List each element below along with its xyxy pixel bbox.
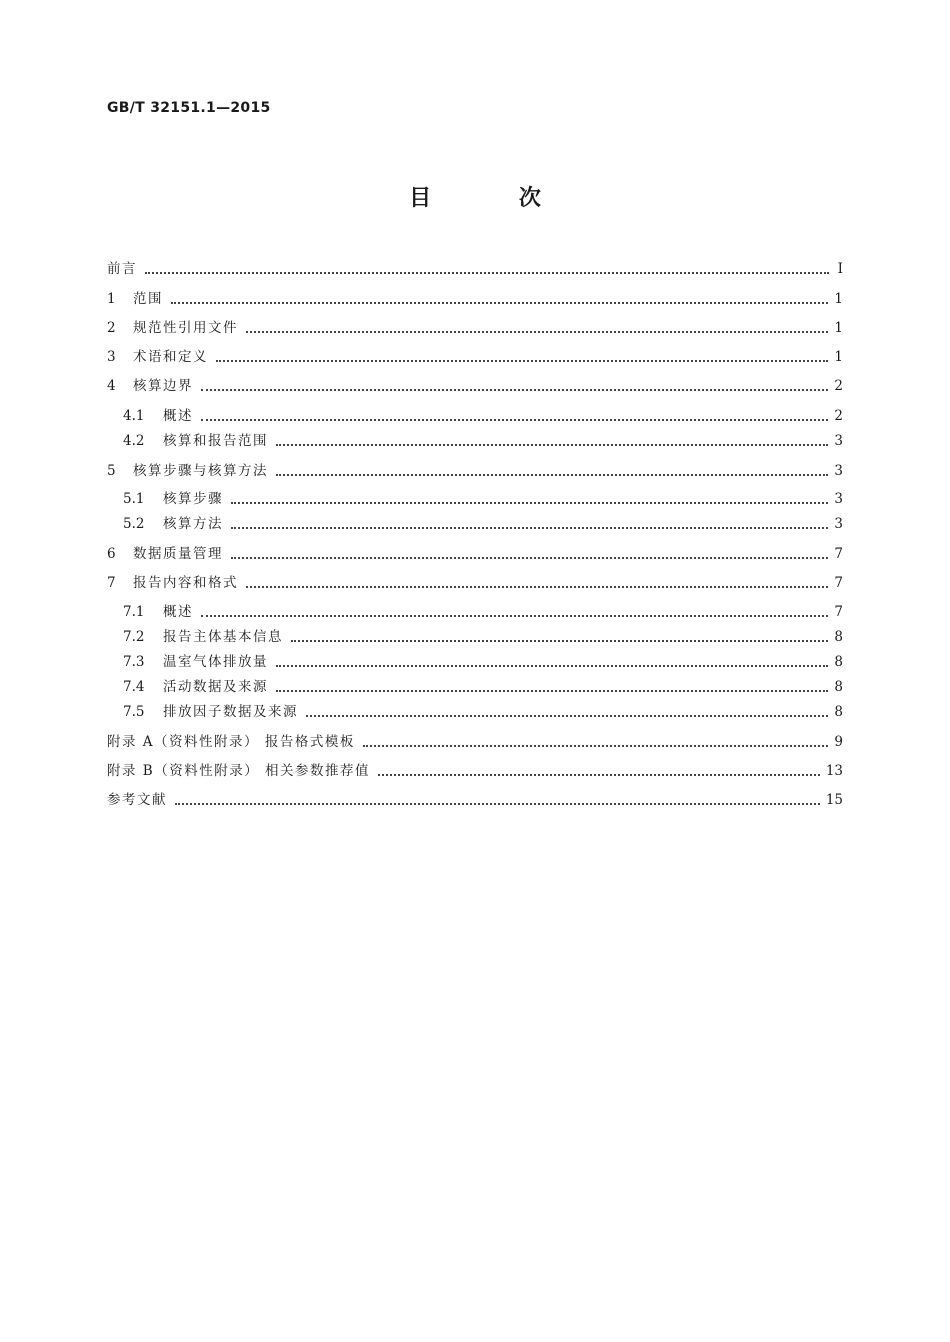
toc-entry[interactable] (123, 430, 843, 452)
toc-entry-page: 1 (834, 320, 843, 336)
toc-dot-leader (171, 302, 828, 304)
toc-dot-leader (216, 360, 828, 362)
toc-entry-page: 9 (834, 734, 843, 750)
toc-entry[interactable] (107, 543, 843, 565)
toc-entry-page: 8 (834, 629, 843, 645)
toc-entry-page: 3 (834, 491, 843, 507)
toc-entry-page: 1 (834, 349, 843, 365)
toc-entry-page: 8 (834, 704, 843, 720)
toc-entry-label: 概述 (163, 604, 193, 620)
toc-dot-leader (201, 419, 828, 421)
toc-entry-label: 前言 (107, 261, 137, 277)
toc-entry-label: 排放因子数据及来源 (163, 704, 298, 720)
toc-dot-leader (378, 774, 820, 776)
toc-entry-page: 8 (834, 679, 843, 695)
toc-entry[interactable] (107, 317, 843, 339)
toc-entry[interactable] (123, 626, 843, 648)
toc-entry-page: 13 (825, 763, 843, 779)
page-title: 目 次 (409, 186, 581, 211)
toc-entry-label: 核算步骤 (163, 491, 223, 507)
toc-entry-number: 7.1 (123, 604, 145, 620)
toc-entry-number: 7.3 (123, 654, 145, 670)
toc-dot-leader (246, 331, 828, 333)
toc-entry[interactable] (123, 405, 843, 427)
toc-entry-page: 7 (834, 604, 843, 620)
toc-entry-label: 范围 (133, 291, 163, 307)
toc-entry[interactable] (107, 346, 843, 368)
toc-entry-label: 核算方法 (163, 516, 223, 532)
toc-dot-leader (201, 615, 828, 617)
toc-entry-page: Ⅰ (837, 261, 843, 277)
toc-entry[interactable] (123, 488, 843, 510)
toc-entry-page: 7 (834, 546, 843, 562)
toc-entry[interactable] (107, 760, 843, 782)
toc-entry-label: 参考文献 (107, 792, 167, 808)
toc-dot-leader (363, 745, 829, 747)
toc-dot-leader (231, 527, 828, 529)
toc-entry-number: 2 (107, 320, 116, 336)
toc-entry-number: 7.5 (123, 704, 145, 720)
toc-entry-label: 核算边界 (133, 378, 193, 394)
toc-entry-page: 7 (834, 575, 843, 591)
toc-entry-number: 5.2 (123, 516, 145, 532)
toc-entry-label: 活动数据及来源 (163, 679, 268, 695)
toc-entry[interactable] (107, 731, 843, 753)
toc-entry-number: 7.2 (123, 629, 145, 645)
toc-entry[interactable] (107, 572, 843, 594)
toc-entry[interactable] (107, 375, 843, 397)
toc-dot-leader (231, 502, 828, 504)
toc-entry-page: 3 (834, 463, 843, 479)
toc-entry-label: 核算和报告范围 (163, 433, 268, 449)
toc-dot-leader (276, 665, 828, 667)
toc-entry-label: 核算步骤与核算方法 (133, 463, 268, 479)
toc-dot-leader (145, 272, 829, 274)
toc-dot-leader (276, 690, 828, 692)
toc-dot-leader (201, 389, 828, 391)
toc-entry-page: 15 (825, 792, 843, 808)
standard-code: GB/T 32151.1—2015 (107, 100, 271, 116)
toc-entry-label: 规范性引用文件 (133, 320, 238, 336)
toc-entry-page: 3 (834, 433, 843, 449)
toc-entry[interactable] (107, 288, 843, 310)
toc-entry-number: 7.4 (123, 679, 145, 695)
toc-entry[interactable] (107, 258, 843, 280)
toc-entry[interactable] (123, 701, 843, 723)
toc-dot-leader (291, 640, 828, 642)
toc-entry-number: 5 (107, 463, 116, 479)
toc-entry-number: 7 (107, 575, 116, 591)
toc-dot-leader (175, 803, 820, 805)
toc-entry-number: 3 (107, 349, 116, 365)
toc-entry-page: 8 (834, 654, 843, 670)
toc-entry[interactable] (123, 651, 843, 673)
toc-entry-page: 1 (834, 291, 843, 307)
toc-entry[interactable] (123, 676, 843, 698)
toc-entry-number: 4 (107, 378, 116, 394)
toc-dot-leader (246, 586, 828, 588)
toc-dot-leader (231, 557, 828, 559)
toc-entry-page: 3 (834, 516, 843, 532)
toc-entry-label: 报告主体基本信息 (163, 629, 283, 645)
toc-dot-leader (276, 474, 828, 476)
toc-entry-number: 1 (107, 291, 116, 307)
toc-entry[interactable] (107, 789, 843, 811)
toc-entry[interactable] (107, 460, 843, 482)
toc-entry[interactable] (123, 601, 843, 623)
toc-entry-label: 术语和定义 (133, 349, 208, 365)
toc-entry-page: 2 (834, 408, 843, 424)
toc-entry-number: 4.2 (123, 433, 145, 449)
toc-dot-leader (306, 715, 828, 717)
toc-entry-label: 附录 A（资料性附录） 报告格式模板 (107, 734, 355, 750)
toc-entry-label: 温室气体排放量 (163, 654, 268, 670)
toc-entry-label: 附录 B（资料性附录） 相关参数推荐值 (107, 763, 371, 779)
toc-entry-label: 概述 (163, 408, 193, 424)
toc-entry-number: 6 (107, 546, 116, 562)
toc-entry-label: 数据质量管理 (133, 546, 223, 562)
toc-entry-label: 报告内容和格式 (133, 575, 238, 591)
toc-dot-leader (276, 444, 828, 446)
toc-entry-number: 4.1 (123, 408, 145, 424)
toc-entry[interactable] (123, 513, 843, 535)
toc-entry-number: 5.1 (123, 491, 145, 507)
toc-entry-page: 2 (834, 378, 843, 394)
